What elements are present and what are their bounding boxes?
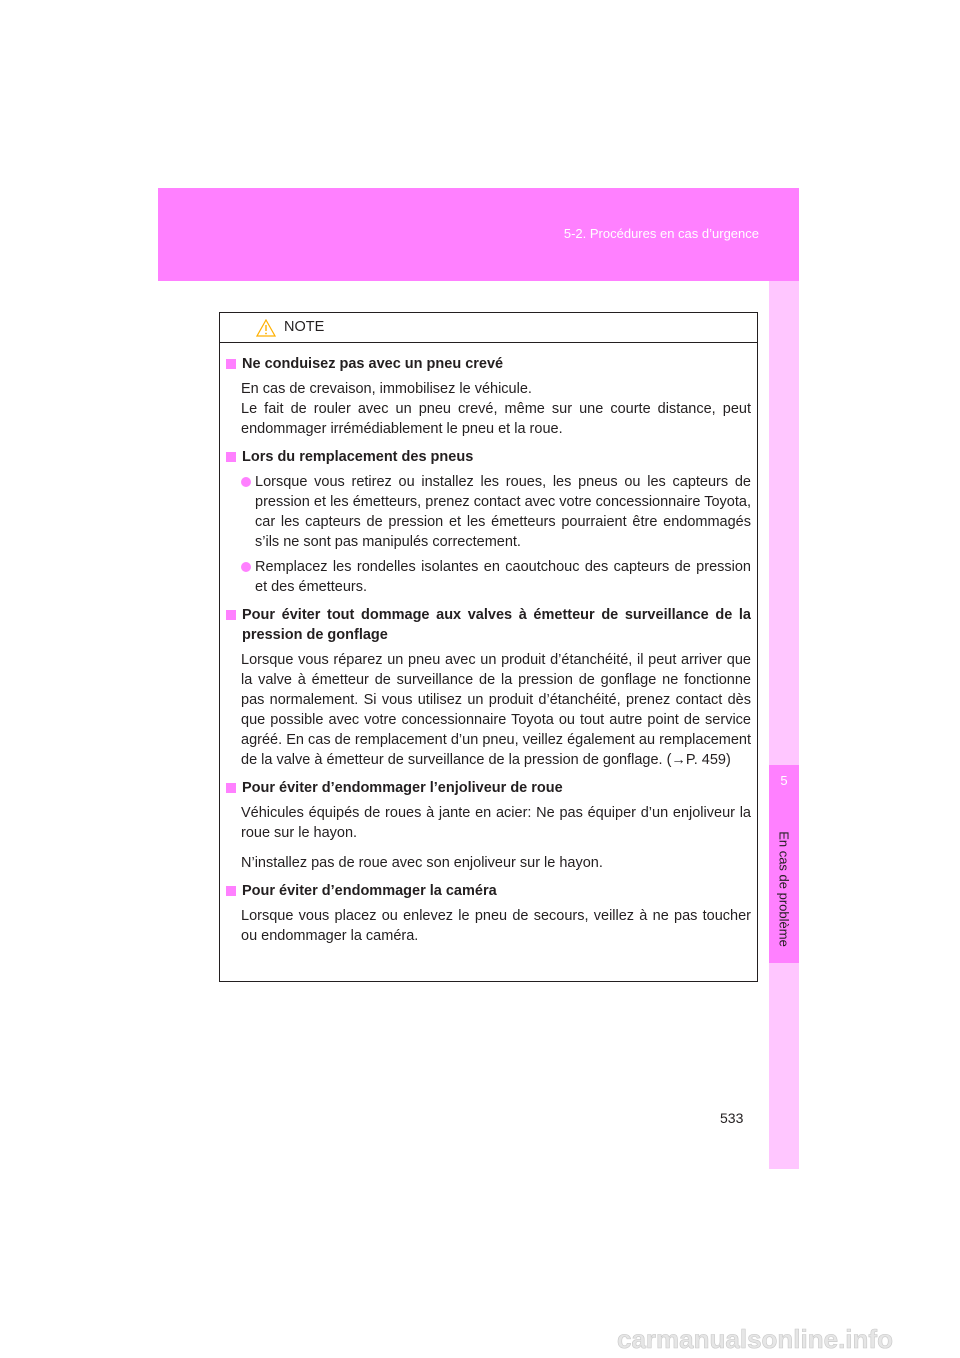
item-heading: Pour éviter tout dommage aux valves à émetteur de surveillance de la pression de gonflage [242, 607, 751, 643]
item-text: Le fait de rouler avec un pneu crevé, même sur une courte distance, peut endommager irrémédiablement le pneu et la roue. [241, 401, 751, 437]
square-bullet-icon [226, 610, 236, 620]
warning-triangle-icon [256, 319, 276, 337]
bullet-item [241, 472, 751, 552]
square-bullet-icon [226, 886, 236, 896]
chapter-number: 5 [780, 773, 788, 788]
item-heading: Ne conduisez pas avec un pneu crevé [242, 356, 504, 372]
round-bullet-icon [241, 562, 251, 572]
chapter-side-tab [769, 281, 799, 1169]
item-heading: Pour éviter d’endommager l’enjoliveur de roue [242, 780, 563, 796]
item-heading: Lors du remplacement des pneus [242, 449, 474, 465]
square-bullet-icon [226, 452, 236, 462]
note-item [225, 881, 751, 946]
item-text: Lorsque vous réparez un pneu avec un produit d’étanchéité, il peut arriver que la valve à émetteur de surveillance de la pression de gonflage ne fonctionne pas normalement. Si vous utilisez un produit d’étanchéité, prenez contact dès que possible avec votre concessionnaire Toyota ou tout autre point de service agréé. En cas de remplacement d’un pneu, veillez également au remplacement de la valve à émetteur de surveillance de la pression de gonflage. (→P. 459) [241, 652, 751, 768]
item-text: Lorsque vous placez ou enlevez le pneu de secours, veillez à ne pas toucher ou endommager la caméra. [241, 908, 751, 944]
item-text: En cas de crevaison, immobilisez le véhicule. [241, 381, 532, 397]
section-title: 5-2. Procédures en cas d’urgence [563, 226, 759, 241]
note-item [225, 354, 751, 439]
item-heading: Pour éviter d’endommager la caméra [242, 883, 497, 899]
bullet-text: Lorsque vous retirez ou installez les roues, les pneus ou les capteurs de pression et les émetteurs, prenez contact avec votre concessionnaire Toyota, car les capteurs de pression et les émetteurs pourraient être endommagés s’ils ne sont pas manipulés correctement. [255, 474, 751, 550]
watermark-logo [615, 1320, 960, 1358]
header-band [158, 188, 799, 281]
round-bullet-icon [241, 477, 251, 487]
chapter-title: En cas de problème [776, 831, 792, 947]
square-bullet-icon [226, 783, 236, 793]
note-item [225, 447, 751, 597]
item-text: Véhicules équipés de roues à jante en acier: Ne pas équiper d’un enjoliveur la roue sur le hayon. [241, 805, 751, 841]
page-number: 533 [720, 1110, 744, 1126]
bullet-text: Remplacez les rondelles isolantes en caoutchouc des capteurs de pression et des émetteurs. [255, 559, 751, 595]
item-text: N’installez pas de roue avec son enjoliveur sur le hayon. [241, 855, 603, 871]
square-bullet-icon [226, 359, 236, 369]
note-item [225, 778, 751, 873]
note-title: NOTE [284, 319, 325, 335]
note-box [219, 312, 758, 982]
note-header [220, 313, 757, 343]
note-body [220, 343, 757, 946]
bullet-item [241, 557, 751, 597]
svg-text:carmanualsonline.info: carmanualsonline.info [617, 1324, 893, 1354]
note-item [225, 605, 751, 770]
chapter-tab-active [769, 765, 799, 963]
